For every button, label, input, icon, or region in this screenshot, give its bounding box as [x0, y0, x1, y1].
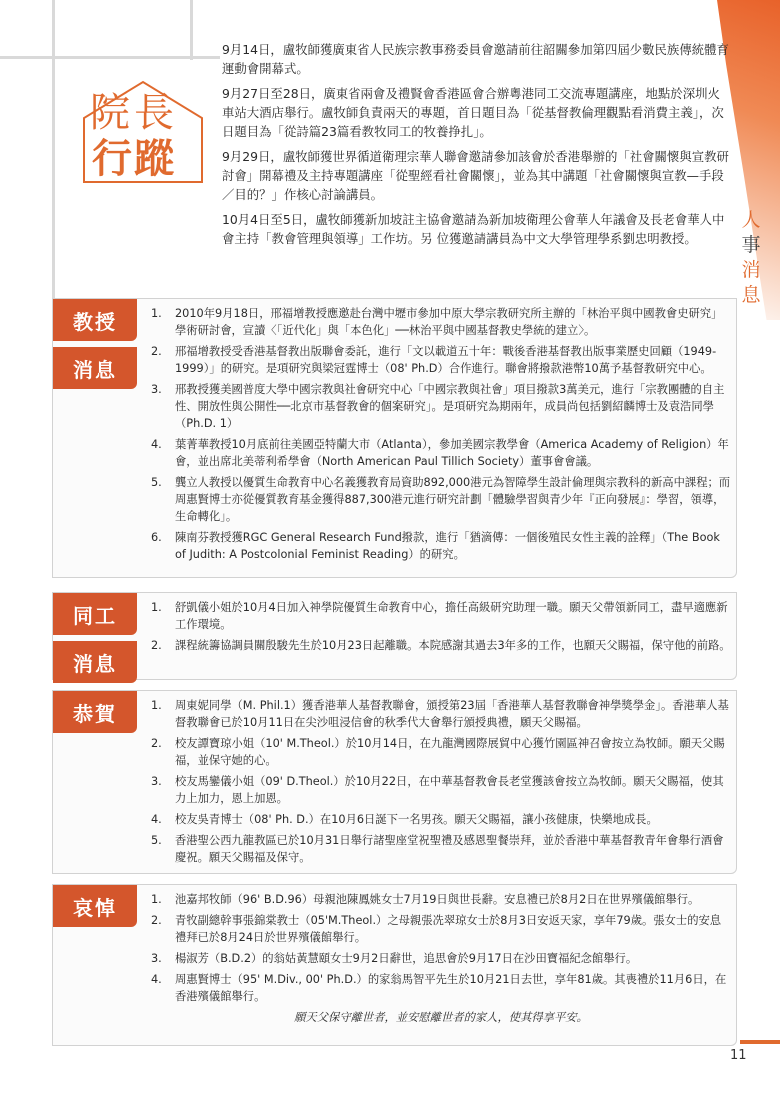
- list-item: 5. 龔立人教授以優質生命教育中心名義獲教育局資助892,000港元為智障學生設計倫理與宗教科的新高中課程；而周惠賢博士亦從優質教育基金獲得887,300港元進行研究計劃「體驗學習與青少年『正向發展』：學習，領導，生命轉化」。: [151, 476, 731, 523]
- list-item: 2. 青牧副總幹事張錦棠教士（05'M.Theol.）之母親張冼翠琼女士於8月3日安返天家，享年79歲。張女士的安息禮拜已於8月24日於世界殯儀館舉行。: [151, 914, 722, 944]
- intro-paragraph: 10月4日至5日，盧牧師獲新加坡註主協會邀請為新加坡衛理公會華人年議會及長老會華人中會主持「教會管理與領導」工作坊。另 位獲邀請講員為中文大學管理學系劉忠明教授。: [222, 212, 725, 246]
- director-news-badge: [80, 78, 206, 186]
- section-tab: 哀悼: [53, 885, 137, 927]
- list-item: 4. 葉菁華教授10月底前往美國亞特蘭大市（Atlanta），參加美國宗教學會（America Academy of Religion）年會，並出席北美蒂利希學會（North American Paul Tillich Society）董事會會議。: [151, 438, 729, 468]
- list-item: 1. 周東妮同學（M. Phil.1）獲香港華人基督教聯會，頒授第23屆「香港華人基督教聯會神學獎學金」。香港華人基督教聯會已於10月11日在尖沙咀浸信會的秋季代大會舉行頒授典禮，願天父賜福。: [151, 699, 729, 729]
- page-number-bar: [740, 1040, 780, 1044]
- list-item: 1. 舒凱儀小姐於10月4日加入神學院優質生命教育中心，擔任高級研究助理一職。願天父帶領新同工，盡早適應新工作環境。: [151, 601, 728, 631]
- frame-line: [52, 0, 55, 300]
- list-item: 2. 邢福增教授受香港基督教出版聯會委託，進行「文以載道五十年：戰後香港基督教出版事業歷史回顧（1949-1999）」的研究。是項研究與梁冠霆博士（08' Ph.D）合作進行。聯會將撥款港幣10萬予基督教研究中心。: [151, 345, 717, 375]
- list-item: 4. 校友吳青博士（08' Ph. D.）在10月6日誕下一名男孩。願天父賜福，讓小孩健康，快樂地成長。: [151, 813, 658, 826]
- list-item: 2. 校友譚寶琼小姐（10' M.Theol.）於10月14日，在九龍灣國際展貿中心獲竹園區神召會按立為牧師。願天父賜福，並保守她的心。: [151, 737, 725, 767]
- list-item: 3. 校友馬鑾儀小姐（09' D.Theol.）於10月22日，在中華基督教會長老堂獲該會按立為牧師。願天父賜福，使其力上加力，恩上加恩。: [151, 775, 724, 805]
- news-list: [151, 697, 731, 870]
- page-number: 11: [730, 1048, 747, 1063]
- director-news-text: [222, 40, 732, 254]
- intro-paragraph: 9月29日，盧牧師獲世界循道衛理宗華人聯會邀請參加該會於香港舉辦的「社會關懷與宣教研討會」開幕禮及主持專題講座「從聖經看社會關懷」，並為其中講題「社會關懷與宣教—手段／目的？」作核心討論講員。: [222, 149, 729, 202]
- section-condolences: [52, 884, 737, 1046]
- section-tab: 教授: [53, 299, 137, 341]
- intro-paragraph: 9月27日至28日，廣東省兩會及禮賢會香港區會合辦粵港同工交流專題講座，地點於深圳火車站大酒店舉行。盧牧師負責兩天的專題，首日題目為「從基督教倫理觀點看消費主義」，次日題目為「從詩篇23篇看教牧同工的牧養挣扎」。: [222, 86, 724, 139]
- sidebar-char: 人: [741, 209, 761, 231]
- news-list: [151, 305, 731, 567]
- list-item: 2. 課程統籌協調員關殷駿先生於10月23日起離職。本院感謝其過去3年多的工作，也願天父賜福，保守他的前路。: [151, 639, 731, 652]
- list-item: 6. 陳南芬教授獲RGC General Research Fund撥款，進行「猶滴傳：一個後殖民女性主義的詮釋」（The Book of Judith: A Postcolonial Feminist Reading）的研究。: [151, 531, 720, 561]
- list-item: 3. 楊淑芳（B.D.2）的翁姑黃慧頤女士9月2日辭世，追思會於9月17日在沙田寶福紀念館舉行。: [151, 952, 638, 965]
- list-item: 3. 邢教授獲美國普度大學中國宗教與社會研究中心「中國宗教與社會」項目撥款3萬美元，進行「宗教團體的自主性、開放性與公開性──北京市基督教會的個案研究」。是項研究為期兩年，成員尚包括劉紹麟博士及袁浩同學（Ph.D. 1）: [151, 383, 725, 430]
- sidebar-char: 事: [741, 234, 761, 256]
- list-item: 1. 2010年9月18日，邢福增教授應邀赴台灣中壢市參加中原大學宗教研究所主辦的「林治平與中國教會史研究」學術研討會，宣讀〈「近代化」與「本色化」──林治平與中國基督教史學統的建立〉。: [151, 307, 723, 337]
- sidebar-char: 息: [741, 284, 761, 306]
- section-congratulations: [52, 690, 737, 874]
- list-item: 1. 池嘉邦牧師（96' B.D.96）母親池陳鳳姚女士7月19日與世長辭。安息禮已於8月2日在世界殯儀館舉行。: [151, 893, 700, 906]
- section-tab: 恭賀: [53, 691, 137, 733]
- badge-title-line1: 院長: [90, 90, 178, 136]
- closing-note: 願天父保守離世者，並安慰離世者的家人，使其得享平安。: [294, 1011, 588, 1024]
- frame-line: [190, 0, 193, 60]
- news-list: [151, 891, 731, 1030]
- section-tab: 同工: [53, 593, 137, 635]
- list-item: 4. 周惠賢博士（95' M.Div., 00' Ph.D.）的家翁馬智平先生於10月21日去世，享年81歲。其喪禮於11月6日，在香港殯儀館舉行。: [151, 973, 727, 1003]
- section-staff-news: [52, 592, 737, 680]
- section-tab: 消息: [53, 641, 137, 683]
- frame-line: [0, 56, 220, 59]
- sidebar-label: [738, 208, 764, 308]
- section-tab: 消息: [53, 347, 137, 389]
- sidebar-char: 消: [741, 259, 761, 281]
- news-list: [151, 599, 731, 658]
- list-item: 5. 香港聖公西九龍教區已於10月31日舉行諸聖座堂祝聖禮及感恩聖餐崇拜，並於香港中華基督教青年會舉行酒會慶祝。願天父賜福及保守。: [151, 834, 724, 864]
- badge-title-line2: 行蹤: [92, 136, 176, 182]
- section-professor-news: [52, 298, 737, 578]
- intro-paragraph: 9月14日，盧牧師獲廣東省人民族宗教事務委員會邀請前往韶關參加第四屆少數民族傳統體育運動會開幕式。: [222, 42, 729, 76]
